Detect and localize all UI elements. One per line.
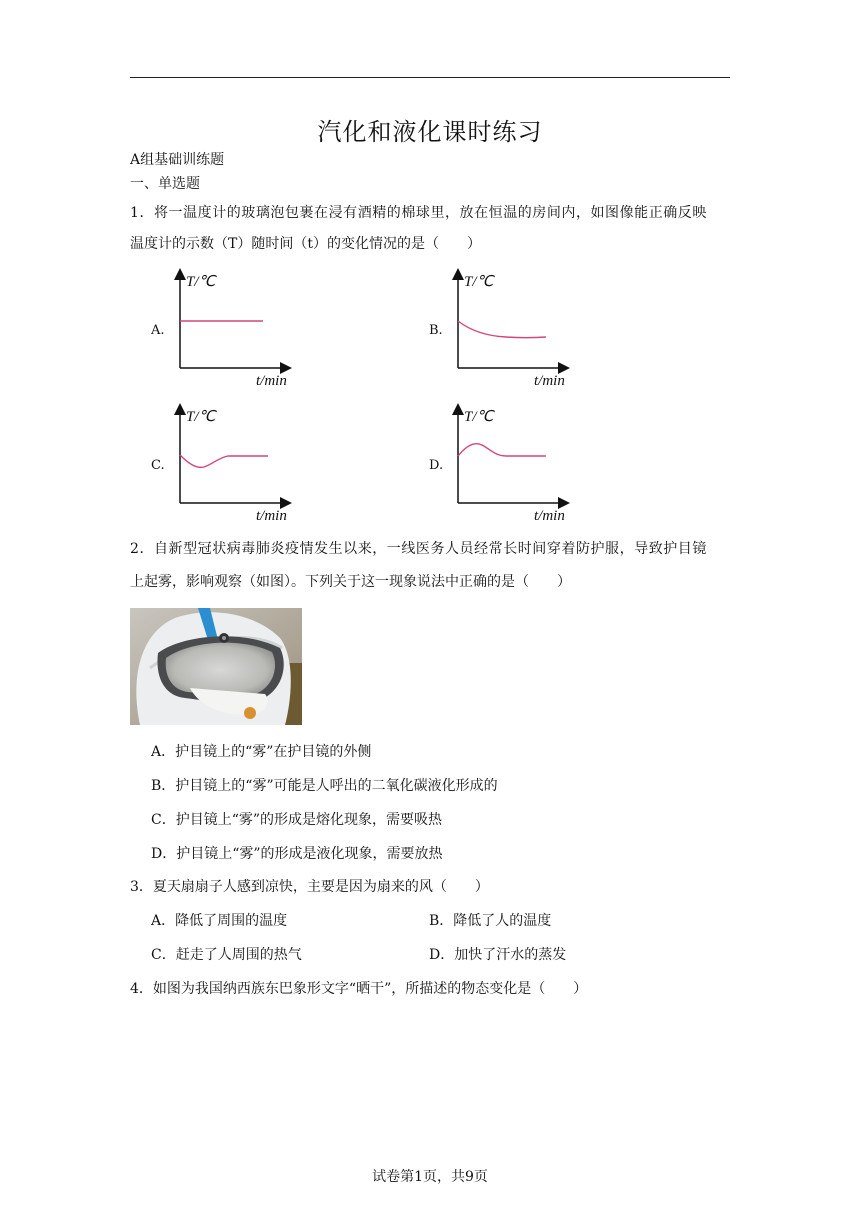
q1-option-a-label: A.	[151, 323, 165, 338]
q2-option-c: C．护目镜上“雾”的形成是熔化现象，需要吸热	[151, 812, 443, 828]
q1-graph-a	[168, 266, 308, 391]
y-axis-label: T/℃	[464, 409, 494, 425]
q1-graph-b	[446, 266, 586, 391]
q1-option-c-label: C.	[151, 458, 165, 473]
q2-option-d: D．护目镜上“雾”的形成是液化现象，需要放热	[151, 846, 443, 862]
y-axis-label: T/℃	[186, 409, 216, 425]
q1-option-d-label: D.	[429, 458, 444, 473]
q1-option-b-label: B.	[429, 323, 443, 338]
y-axis-label: T/℃	[186, 274, 216, 290]
temperature-curve	[458, 321, 546, 338]
temperature-curve	[458, 444, 546, 456]
q2-stem-line1: 2．自新型冠状病毒肺炎疫情发生以来，一线医务人员经常长时间穿着防护服，导致护目镜	[130, 541, 707, 557]
q3-option-d: D．加快了汗水的蒸发	[429, 947, 567, 963]
q1-stem-line1: 1．将一温度计的玻璃泡包裹在浸有酒精的棉球里，放在恒温的房间内，如图像能正确反映	[130, 205, 707, 221]
y-axis-label: T/℃	[464, 274, 494, 290]
q2-option-b: B．护目镜上的“雾”可能是人呼出的二氧化碳液化形成的	[151, 778, 498, 794]
foggy-goggles-photo	[130, 608, 302, 725]
q2-option-a: A．护目镜上的“雾”在护目镜的外侧	[151, 744, 372, 760]
x-axis-label: t/min	[534, 373, 565, 389]
page-title: 汽化和液化课时练习	[317, 118, 543, 146]
page-footer: 试卷第1页，共9页	[372, 1169, 488, 1185]
q1-stem-line2: 温度计的示数（T）随时间（t）的变化情况的是（ ）	[130, 236, 481, 252]
q3-option-a: A．降低了周围的温度	[151, 913, 288, 929]
section-heading: A组基础训练题	[130, 152, 225, 168]
x-axis-label: t/min	[534, 508, 565, 524]
q3-stem: 3．夏天扇扇子人感到凉快，主要是因为扇来的风（ ）	[130, 879, 489, 895]
subsection-heading: 一、单选题	[130, 176, 200, 192]
q3-option-c: C．赶走了人周围的热气	[151, 947, 302, 963]
header-rule	[130, 77, 730, 78]
temperature-curve	[180, 455, 268, 467]
q1-graph-c	[168, 401, 308, 526]
q4-stem: 4．如图为我国纳西族东巴象形文字“晒干”，所描述的物态变化是（ ）	[130, 981, 588, 997]
q2-stem-line2: 上起雾，影响观察（如图）。下列关于这一现象说法中正确的是（ ）	[130, 574, 571, 590]
q1-graph-d	[446, 401, 586, 526]
x-axis-label: t/min	[256, 508, 287, 524]
x-axis-label: t/min	[256, 373, 287, 389]
q3-option-b: B．降低了人的温度	[429, 913, 552, 929]
